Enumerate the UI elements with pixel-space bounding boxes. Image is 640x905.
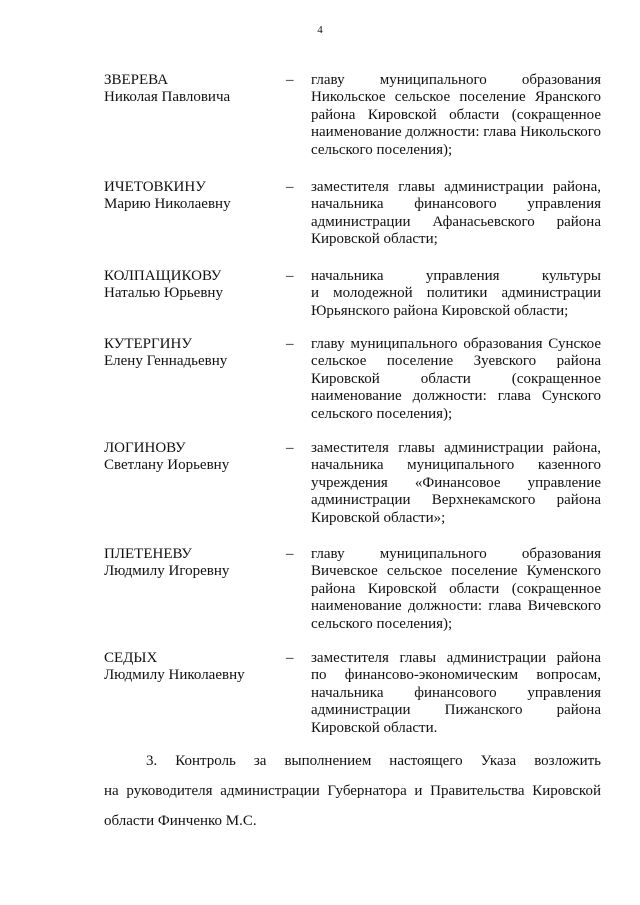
position-line: сельское поселение Зуевского района	[311, 353, 601, 370]
entry-dash: –	[286, 179, 294, 195]
closing-paragraph	[104, 746, 601, 836]
position-line: сельского поселения);	[311, 615, 453, 632]
position-line: Никольское сельское поселение Яранского	[311, 89, 601, 106]
position-description	[311, 650, 601, 737]
position-line: учреждения «Финансовое управление	[311, 474, 601, 491]
position-line: района Кировской области (сокращенное	[311, 580, 601, 597]
person-given-names: Наталью Юрьевну	[104, 285, 223, 301]
person-surname: ПЛЕТЕНЕВУ	[104, 546, 192, 562]
position-line: администрации Верхнекамского района	[311, 492, 601, 509]
position-description	[311, 440, 601, 527]
entry-dash: –	[286, 268, 294, 284]
person-given-names: Елену Геннадьевну	[104, 353, 228, 369]
closing-line: на руководителя администрации Губернатора и Правительства Кировской	[104, 783, 601, 799]
entry-dash: –	[286, 546, 294, 562]
person-given-names: Людмилу Николаевну	[104, 667, 245, 683]
entry-dash: –	[286, 650, 294, 666]
person-given-names: Людмилу Игоревну	[104, 563, 230, 579]
person-name	[104, 268, 280, 302]
appointment-entry	[0, 440, 640, 526]
position-line: заместителя главы администрации района,	[311, 440, 601, 456]
person-given-names: Марию Николаевну	[104, 196, 231, 212]
position-description	[311, 336, 601, 423]
position-line: главу муниципального образования Сунское	[311, 336, 601, 352]
position-line: района Кировской области (сокращенное	[311, 106, 601, 123]
entry-dash: –	[286, 72, 294, 88]
person-surname: КУТЕРГИНУ	[104, 336, 192, 352]
closing-line: области Финченко М.С.	[104, 813, 257, 829]
appointment-entry	[0, 650, 640, 736]
appointment-entry	[0, 72, 640, 158]
position-line: сельского поселения);	[311, 405, 453, 422]
position-line: администрации Пижанского района	[311, 702, 601, 719]
position-line: администрации Афанасьевского района	[311, 213, 601, 230]
position-line: Кировской области.	[311, 719, 438, 736]
position-line: Кировской области»;	[311, 509, 446, 526]
page-number: 4	[317, 24, 323, 36]
person-surname: СЕДЫХ	[104, 650, 158, 666]
person-name	[104, 72, 280, 106]
person-name	[104, 650, 280, 684]
position-line: Кировской области (сокращенное	[311, 370, 601, 387]
position-line: начальника управления культуры	[311, 268, 601, 284]
position-line: по финансово-экономическим вопросам,	[311, 667, 601, 684]
position-line: начальника муниципального казенного	[311, 457, 601, 474]
person-surname: ИЧЕТОВКИНУ	[104, 179, 206, 195]
person-name	[104, 546, 280, 580]
person-given-names: Светлану Иорьевну	[104, 457, 230, 473]
person-name	[104, 440, 280, 474]
appointment-entry	[0, 268, 640, 319]
person-surname: ЛОГИНОВУ	[104, 440, 186, 456]
position-line: главу муниципального образования	[311, 72, 601, 88]
position-description	[311, 268, 601, 320]
position-line: начальника финансового управления	[311, 196, 601, 213]
position-line: и молодежной политики администрации	[311, 285, 601, 302]
person-surname: ЗВЕРЕВА	[104, 72, 169, 88]
position-line: сельского поселения);	[311, 141, 453, 158]
position-description	[311, 546, 601, 633]
position-description	[311, 179, 601, 249]
appointment-entry	[0, 179, 640, 248]
person-name	[104, 179, 280, 213]
position-line: наименование должности: глава Сунского	[311, 388, 601, 405]
appointment-entry	[0, 336, 640, 422]
person-surname: КОЛПАЩИКОВУ	[104, 268, 222, 284]
position-line: наименование должности: глава Никольского	[311, 124, 602, 141]
position-line: заместителя главы администрации района	[311, 650, 601, 666]
closing-line: 3. Контроль за выполнением настоящего Указа возложить	[146, 753, 601, 769]
position-line: наименование должности: глава Вичевского	[311, 598, 601, 615]
person-given-names: Николая Павловича	[104, 89, 231, 105]
position-line: заместителя главы администрации района,	[311, 179, 601, 195]
position-line: начальника финансового управления	[311, 684, 601, 701]
position-line: Вичевское сельское поселение Куменского	[311, 563, 601, 580]
position-description	[311, 72, 601, 159]
entry-dash: –	[286, 336, 294, 352]
person-name	[104, 336, 280, 370]
position-line: Юрьянского района Кировской области;	[311, 302, 569, 319]
position-line: главу муниципального образования	[311, 546, 601, 562]
position-line: Кировской области;	[311, 231, 438, 248]
appointment-entry	[0, 546, 640, 632]
entry-dash: –	[286, 440, 294, 456]
